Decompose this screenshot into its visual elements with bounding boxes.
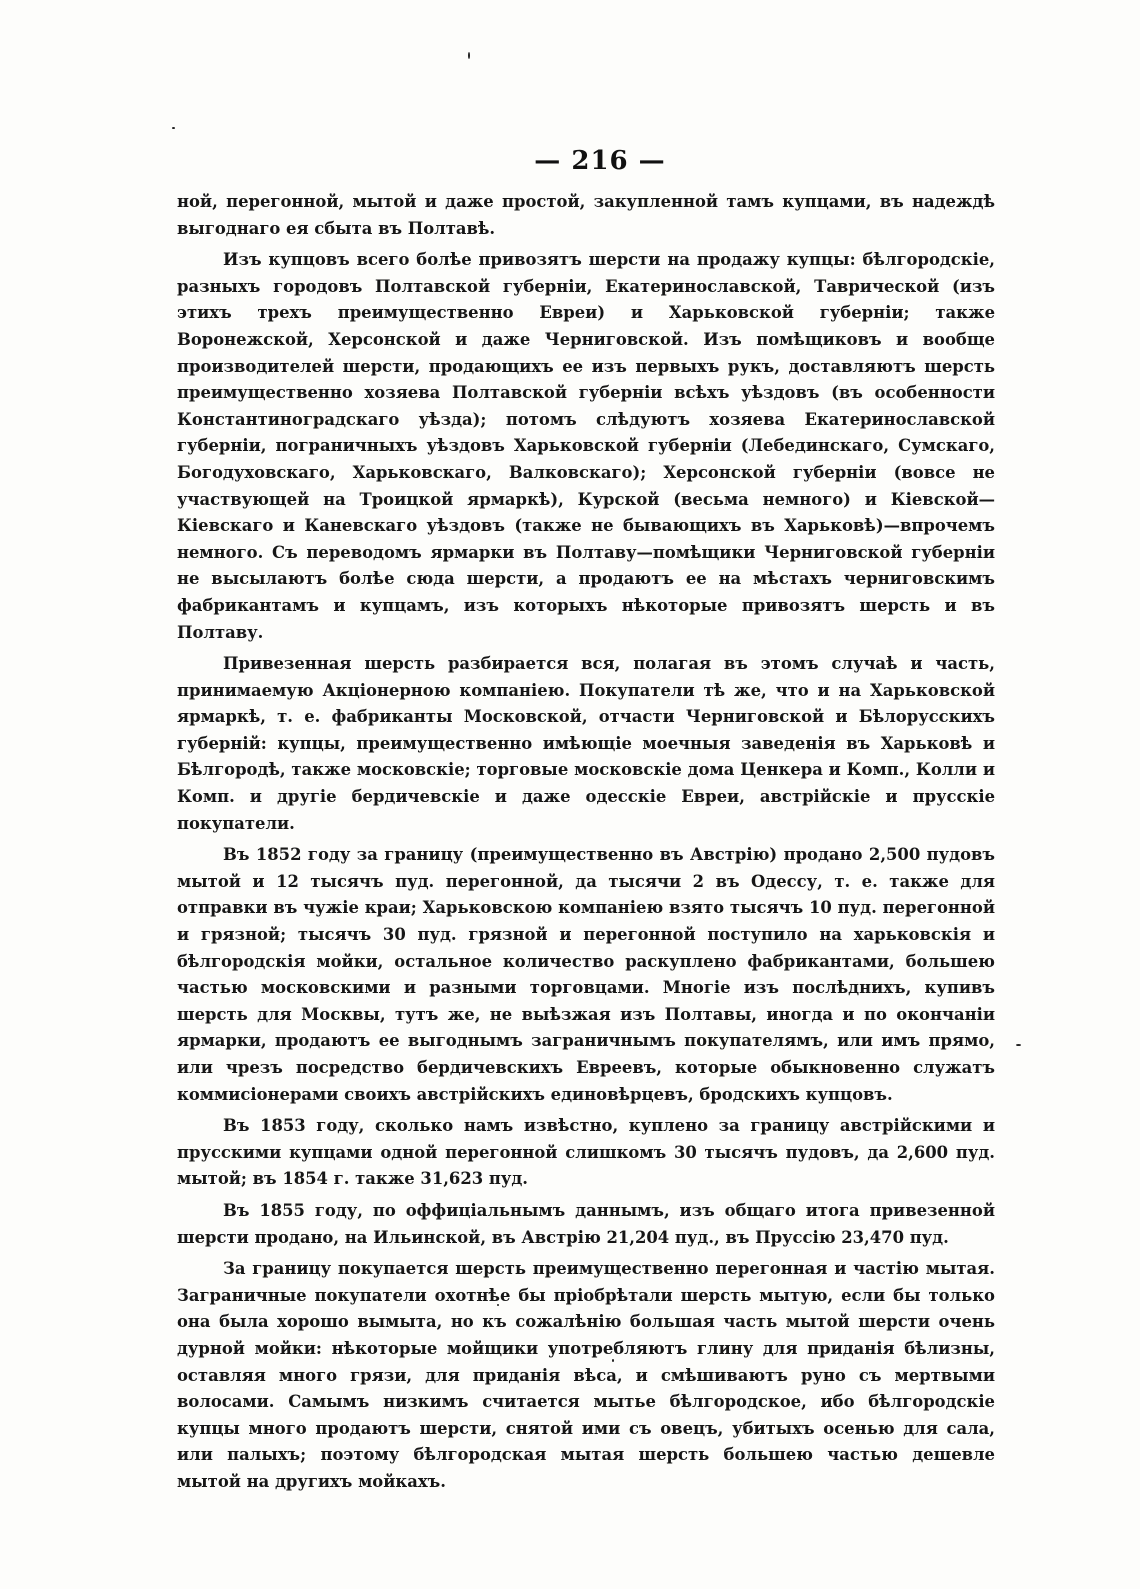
body-text xyxy=(177,189,995,1501)
scan-speck xyxy=(1016,1044,1021,1046)
scan-speck xyxy=(468,52,470,59)
paragraph: Въ 1855 году, по оффиціальнымъ даннымъ, изъ общаго итога привезенной шерсти продано, на Ильинской, въ Австрію 21,204 пуд., въ Пруссію 23,470 пуд. xyxy=(177,1200,995,1247)
paragraph: ной, перегонной, мытой и даже простой, закупленной тамъ купцами, въ надеждѣ выгоднаго ея сбыта въ Полтавѣ. xyxy=(177,192,995,238)
paragraph: За границу покупается шерсть преимущественно перегонная и частію мытая. Заграничные покупатели охотнѣе бы пріобрѣтали шерсть мытую, если бы только она была хорошо вымыта, но къ сожалѣнію большая часть мытой шерсти очень дурной мойки: нѣкоторые мойщики употребляютъ глину для приданія бѣлизны, оставляя много грязи, для приданія вѣса, и смѣшиваютъ руно съ мертвыми волосами. Самымъ низкимъ считается мытье бѣлгородское, ибо бѣлгородскіе купцы много продаютъ шерсти, снятой ими съ овецъ, убитыхъ осенью для сала, или палыхъ; поэтому бѣлгородская мытая шерсть большею частью дешевле мытой на другихъ мойкахъ. xyxy=(177,1259,995,1491)
paragraph: Привезенная шерсть разбирается вся, полагая въ этомъ случаѣ и часть, принимаемую Акціонерною компаніею. Покупатели тѣ же, что и на Харьковской ярмаркѣ, т. е. фабриканты Московской, отчасти Черниговской и Бѣлорусскихъ губерній: купцы, преимущественно имѣющіе моечныя заведенія въ Харьковѣ и Бѣлгородѣ, также московскіе; торговые московскіе дома Ценкера и Комп., Колли и Комп. и другіе бердичевскіе и даже одесскіе Евреи, австрійскіе и прусскіе покупатели. xyxy=(177,654,995,833)
scan-speck xyxy=(172,127,175,129)
paragraph: Въ 1852 году за границу (преимущественно въ Австрію) продано 2,500 пудовъ мытой и 12 тысячъ пуд. перегонной, да тысячи 2 въ Одессу, т. е. также для отправки въ чужіе краи; Харьковскою компаніею взято тысячъ 10 пуд. перегонной и грязной; тысячъ 30 пуд. грязной и перегонной поступило на харьковскія и бѣлгородскія мойки, остальное количество раскуплено фабрикантами, большею частью московскими и разными торговцами. Многіе изъ послѣднихъ, купивъ шерсть для Москвы, тутъ же, не выѣзжая изъ Полтавы, иногда и по окончаніи ярмарки, продаютъ ее выгоднымъ заграничнымъ покупателямъ, или имъ прямо, или чрезъ посредство бердичевскихъ Евреевъ, которые обыкновенно служатъ коммисіонерами своихъ австрійскихъ единовѣрцевъ, бродскихъ купцовъ. xyxy=(177,845,995,1104)
page-number: — 216 — xyxy=(534,146,666,176)
paragraph: Изъ купцовъ всего болѣе привозятъ шерсти на продажу купцы: бѣлгородскіе, разныхъ городовъ Полтавской губерніи, Екатеринославской, Таврической (изъ этихъ трехъ преимущественно Евреи) и Харьковской губерніи; также Воронежской, Херсонской и даже Черниговской. Изъ помѣщиковъ и вообще производителей шерсти, продающихъ ее изъ первыхъ рукъ, доставляютъ шерсть преимущественно хозяева Полтавской губерніи всѣхъ уѣздовъ (въ особенности Константиноградскаго уѣзда); потомъ слѣдуютъ хозяева Екатеринославской губерніи, пограничныхъ уѣздовъ Харьковской губерніи (Лебединскаго, Сумскаго, Богодуховскаго, Харьковскаго, Валковскаго); Херсонской губерніи (вовсе не участвующей на Троицкой ярмаркѣ), Курской (весьма немного) и Кіевской— Кіевскаго и Каневскаго уѣздовъ (также не бывающихъ въ Харьковѣ)—впрочемъ немного. Съ переводомъ ярмарки въ Полтаву—помѣщики Черниговской губерніи не высылаютъ болѣе сюда шерсти, а продаютъ ее на мѣстахъ черниговскимъ фабрикантамъ и купцамъ, изъ которыхъ нѣкоторые привозятъ шерсть и въ Полтаву. xyxy=(177,250,995,642)
paragraph: Въ 1853 году, сколько намъ извѣстно, куплено за границу австрійскими и прусскими купцами одной перегонной слишкомъ 30 тысячъ пудовъ, да 2,600 пуд. мытой; въ 1854 г. также 31,623 пуд. xyxy=(177,1116,995,1189)
